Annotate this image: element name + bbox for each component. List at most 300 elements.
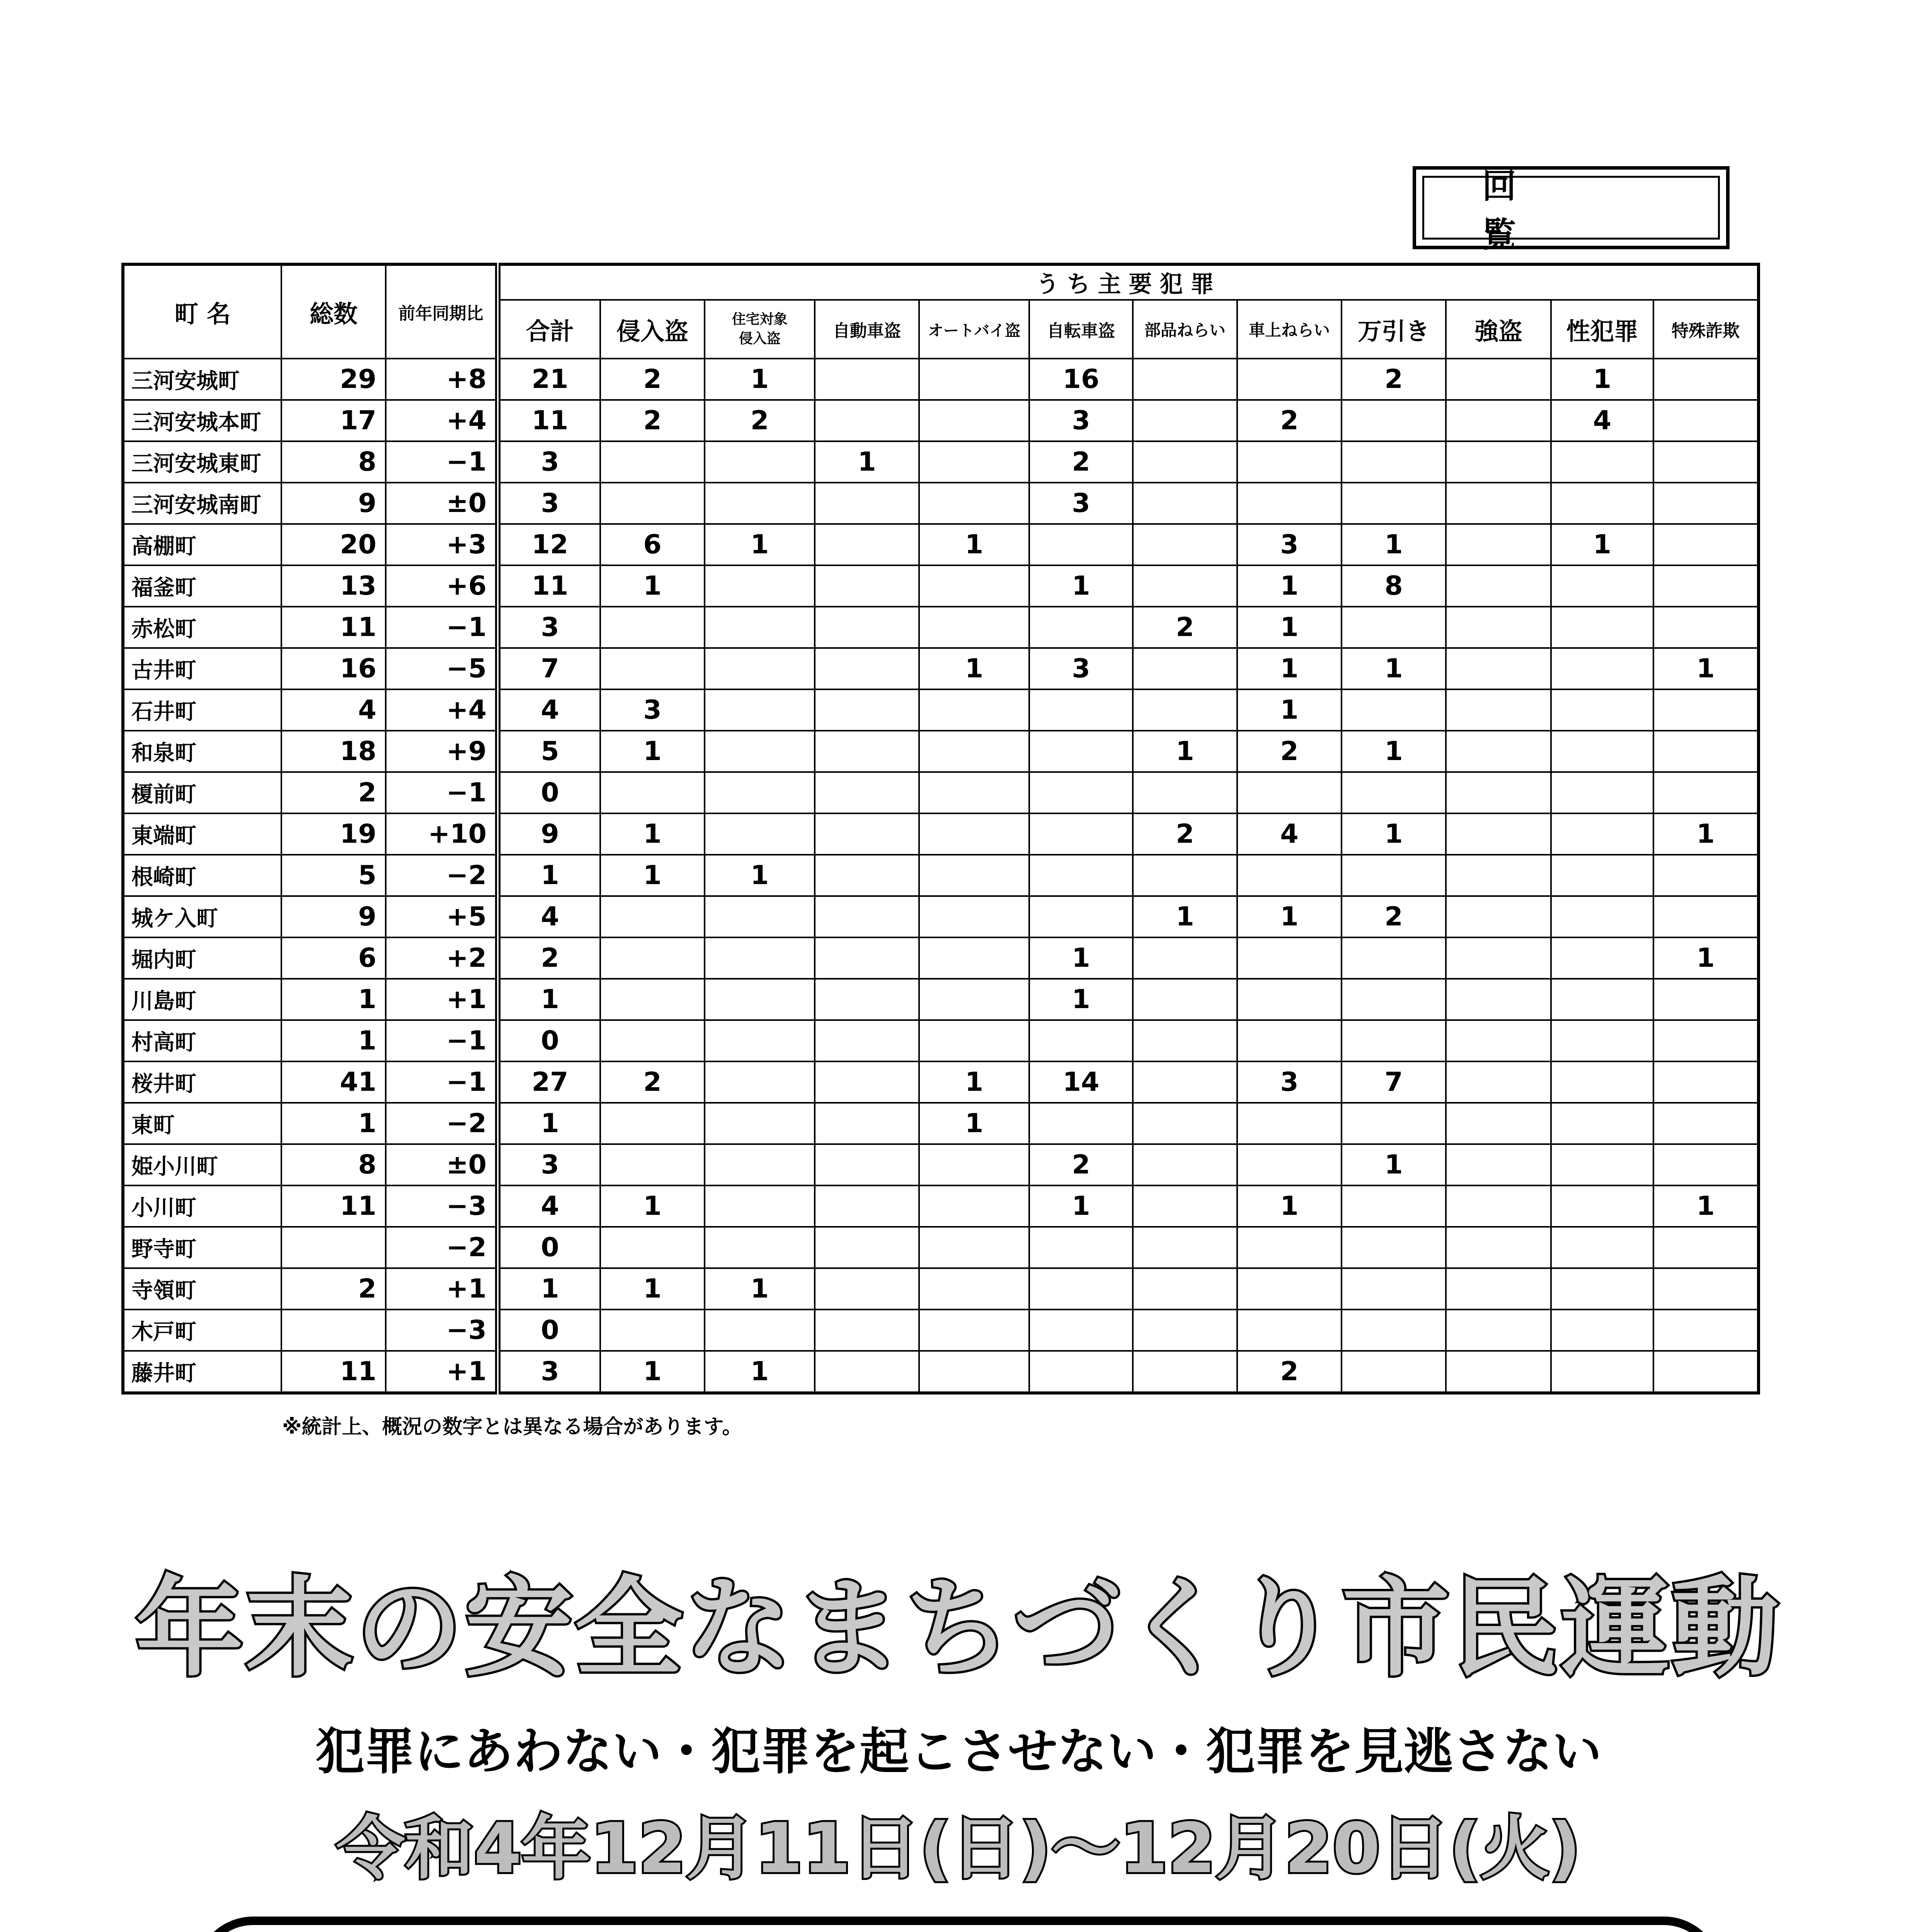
cell-total: 29 [281,359,386,400]
cell-crime-count [815,648,919,689]
cell-crime-count [1653,1061,1759,1103]
cell-crime-count [815,937,919,979]
cell-crime-count [815,359,919,400]
header-special-fraud: 特殊詐欺 [1653,300,1759,359]
cell-crime-count [600,1227,705,1268]
cell-yoy: −2 [386,1103,498,1144]
cell-crime-count: 0 [498,772,600,813]
cell-crime-count [1029,772,1133,813]
cell-yoy: −3 [386,1310,498,1351]
cell-crime-count [600,441,705,483]
cell-crime-count [1446,1185,1551,1227]
cell-crime-count: 1 [705,855,815,896]
cell-crime-count [919,1351,1029,1393]
cell-crime-count [815,1268,919,1310]
cell-crime-count [815,731,919,772]
cell-crime-count: 5 [498,731,600,772]
cell-crime-count [815,524,919,565]
cell-crime-count [815,607,919,648]
table-row [123,1310,1759,1351]
cell-crime-count [1551,1185,1653,1227]
cell-crime-count [815,855,919,896]
cell-crime-count: 1 [1551,359,1653,400]
cell-town: 古井町 [123,648,281,689]
cell-crime-count [1446,1310,1551,1351]
cell-crime-count [1237,441,1342,483]
cell-crime-count [919,1268,1029,1310]
cell-total: 20 [281,524,386,565]
header-residential-line2: 侵入盗 [739,331,781,347]
cell-town: 川島町 [123,979,281,1020]
cell-crime-count [1133,400,1237,441]
cell-crime-count [1133,979,1237,1020]
table-row [123,1020,1759,1061]
cell-town: 野寺町 [123,1227,281,1268]
cell-crime-count [1133,359,1237,400]
cell-town: 東端町 [123,813,281,855]
cell-crime-count [1342,1185,1446,1227]
cell-crime-count [1653,1268,1759,1310]
table-row [123,689,1759,731]
cell-crime-count [1133,483,1237,524]
statistics-note: ※統計上、概況の数字とは異なる場合があります。 [282,1415,742,1439]
cell-crime-count: 0 [498,1020,600,1061]
cell-crime-count: 2 [600,400,705,441]
cell-crime-count [1551,855,1653,896]
cell-yoy: +1 [386,979,498,1020]
cell-crime-count [1342,855,1446,896]
cell-total: 11 [281,1185,386,1227]
cell-crime-count: 1 [1029,979,1133,1020]
cell-crime-count [705,1061,815,1103]
cell-crime-count [1237,937,1342,979]
cell-crime-count [600,1144,705,1185]
cell-crime-count: 1 [705,1268,815,1310]
table-body [123,359,1759,1393]
cell-crime-count [1446,483,1551,524]
cell-crime-count [1133,1310,1237,1351]
cell-total: 41 [281,1061,386,1103]
cell-crime-count [919,731,1029,772]
cell-crime-count: 1 [919,1061,1029,1103]
cell-crime-count [1342,689,1446,731]
table-row [123,937,1759,979]
cell-crime-count: 1 [1133,896,1237,937]
cell-crime-count: 2 [1133,607,1237,648]
focus-box [195,1917,1722,1932]
cell-crime-count: 1 [600,813,705,855]
cell-yoy: −2 [386,1227,498,1268]
cell-crime-count [1446,1103,1551,1144]
table-row [123,1061,1759,1103]
cell-crime-count [1133,1227,1237,1268]
cell-crime-count [919,1310,1029,1351]
header-sex-crime: 性犯罪 [1551,300,1653,359]
cell-crime-count [1133,689,1237,731]
header-residential-line1: 住宅対象 [732,311,788,327]
cell-crime-count [1133,855,1237,896]
cell-yoy: +6 [386,565,498,607]
cell-crime-count [1237,1227,1342,1268]
cell-crime-count [1551,731,1653,772]
cell-crime-count [919,1185,1029,1227]
cell-crime-count: 1 [1551,524,1653,565]
campaign-title: 年末の安全なまちづくり市民運動 [136,1566,1781,1691]
cell-crime-count [1551,1103,1653,1144]
cell-yoy: +10 [386,813,498,855]
cell-crime-count [1342,441,1446,483]
cell-crime-count [815,1310,919,1351]
cell-crime-count [919,359,1029,400]
cell-crime-count [1551,813,1653,855]
cell-crime-count [815,1185,919,1227]
cell-town: 三河安城東町 [123,441,281,483]
cell-crime-count: 3 [1237,1061,1342,1103]
cell-crime-count: 2 [1237,400,1342,441]
cell-crime-count [1133,937,1237,979]
cell-total: 6 [281,937,386,979]
cell-yoy: −2 [386,855,498,896]
cell-crime-count: 4 [498,896,600,937]
cell-crime-count [1029,1351,1133,1393]
cell-crime-count [1342,1020,1446,1061]
cell-town: 三河安城町 [123,359,281,400]
cell-crime-count [1551,1310,1653,1351]
cell-crime-count [1653,359,1759,400]
cell-yoy: ±0 [386,483,498,524]
cell-crime-count: 6 [600,524,705,565]
cell-crime-count [1342,1310,1446,1351]
cell-town: 和泉町 [123,731,281,772]
cell-crime-count [1133,1185,1237,1227]
cell-crime-count [1446,1144,1551,1185]
cell-total: 5 [281,855,386,896]
cell-crime-count [1653,1227,1759,1268]
cell-crime-count [1029,607,1133,648]
cell-crime-count [1551,1351,1653,1393]
cell-crime-count [1133,1061,1237,1103]
cell-crime-count [1551,1020,1653,1061]
cell-crime-count [1653,689,1759,731]
cell-crime-count: 1 [1342,731,1446,772]
cell-crime-count [1446,813,1551,855]
cell-town: 東町 [123,1103,281,1144]
cell-crime-count [1446,937,1551,979]
cell-crime-count [1029,813,1133,855]
cell-crime-count: 3 [1029,483,1133,524]
cell-crime-count [1446,607,1551,648]
cell-yoy: +1 [386,1268,498,1310]
cell-total: 17 [281,400,386,441]
cell-crime-count [1133,565,1237,607]
cell-crime-count: 2 [1133,813,1237,855]
cell-crime-count [1237,855,1342,896]
cell-crime-count [919,937,1029,979]
cell-crime-count [1446,1061,1551,1103]
cell-crime-count [815,689,919,731]
cell-crime-count [1653,896,1759,937]
cell-crime-count [1653,565,1759,607]
cell-yoy: −5 [386,648,498,689]
cell-crime-count [1446,731,1551,772]
cell-crime-count: 4 [498,1185,600,1227]
cell-crime-count [919,689,1029,731]
cell-total: 2 [281,772,386,813]
cell-crime-count [1133,1020,1237,1061]
cell-crime-count [1237,1310,1342,1351]
cell-town: 寺領町 [123,1268,281,1310]
cell-yoy: −1 [386,441,498,483]
cell-crime-count: 4 [498,689,600,731]
cell-crime-count [815,813,919,855]
cell-crime-count: 0 [498,1227,600,1268]
cell-crime-count: 1 [1133,731,1237,772]
header-robbery: 強盗 [1446,300,1551,359]
header-motorbike-theft: オートバイ盗 [919,300,1029,359]
cell-crime-count: 1 [498,1103,600,1144]
cell-crime-count: 1 [1653,648,1759,689]
cell-crime-count [1653,1144,1759,1185]
cell-crime-count [705,689,815,731]
cell-crime-count [1237,979,1342,1020]
circular-notice-label: 回 覧 [1422,176,1720,240]
cell-crime-count [1133,772,1237,813]
table-row [123,896,1759,937]
header-town: 町 名 [123,264,281,359]
cell-crime-count [600,607,705,648]
cell-crime-count [1446,1268,1551,1310]
cell-crime-count [1551,979,1653,1020]
table-row [123,565,1759,607]
header-major-crimes: うち主要犯罪 [498,264,1759,300]
cell-crime-count: 2 [705,400,815,441]
cell-crime-count [815,1351,919,1393]
cell-crime-count [600,979,705,1020]
cell-crime-count [1342,1351,1446,1393]
cell-crime-count [815,565,919,607]
cell-crime-count: 1 [1342,1144,1446,1185]
cell-crime-count: 11 [498,400,600,441]
cell-crime-count [705,648,815,689]
cell-total: 9 [281,896,386,937]
cell-crime-count: 2 [600,1061,705,1103]
cell-crime-count: 1 [919,648,1029,689]
cell-crime-count [919,1144,1029,1185]
cell-crime-count [705,1185,815,1227]
cell-crime-count: 3 [1237,524,1342,565]
cell-crime-count: 1 [919,524,1029,565]
cell-crime-count: 2 [498,937,600,979]
cell-crime-count [600,1103,705,1144]
cell-crime-count: 1 [705,524,815,565]
cell-crime-count [1446,648,1551,689]
cell-crime-count: 11 [498,565,600,607]
cell-crime-count [600,1020,705,1061]
cell-crime-count: 3 [1029,400,1133,441]
cell-crime-count [705,1103,815,1144]
cell-town: 石井町 [123,689,281,731]
cell-crime-count [815,1103,919,1144]
cell-crime-count: 3 [600,689,705,731]
cell-total: 18 [281,731,386,772]
cell-town: 根崎町 [123,855,281,896]
cell-crime-count [705,813,815,855]
cell-crime-count [1029,524,1133,565]
table-row [123,979,1759,1020]
cell-crime-count [1446,565,1551,607]
cell-crime-count: 1 [1237,689,1342,731]
cell-crime-count [1237,483,1342,524]
cell-crime-count [1551,1061,1653,1103]
cell-crime-count [1446,1227,1551,1268]
cell-yoy: −1 [386,772,498,813]
cell-crime-count: 1 [600,731,705,772]
cell-town: 赤松町 [123,607,281,648]
cell-crime-count [815,1227,919,1268]
cell-crime-count [919,441,1029,483]
cell-crime-count [1342,1103,1446,1144]
header-sum: 合計 [498,300,600,359]
campaign-slogan: 犯罪にあわない・犯罪を起こさせない・犯罪を見逃さない [315,1723,1602,1781]
cell-crime-count [1237,1020,1342,1061]
cell-yoy: +4 [386,689,498,731]
cell-crime-count [919,772,1029,813]
table-row [123,359,1759,400]
cell-total: 9 [281,483,386,524]
cell-total: 8 [281,441,386,483]
cell-town: 城ケ入町 [123,896,281,937]
table-row [123,1351,1759,1393]
cell-crime-count [1237,359,1342,400]
cell-crime-count [1237,1103,1342,1144]
header-burglary: 侵入盗 [600,300,705,359]
cell-crime-count [1133,524,1237,565]
cell-crime-count [919,400,1029,441]
cell-crime-count: 1 [498,855,600,896]
cell-crime-count: 1 [1029,565,1133,607]
cell-crime-count [1551,1144,1653,1185]
cell-crime-count [815,400,919,441]
cell-crime-count [705,1310,815,1351]
cell-crime-count [1029,855,1133,896]
cell-town: 木戸町 [123,1310,281,1351]
cell-crime-count [1551,441,1653,483]
cell-crime-count: 12 [498,524,600,565]
cell-crime-count [1446,400,1551,441]
cell-crime-count: 1 [600,565,705,607]
cell-yoy: ±0 [386,1144,498,1185]
cell-crime-count [815,1144,919,1185]
cell-total: 8 [281,1144,386,1185]
cell-crime-count [1133,1351,1237,1393]
cell-crime-count [705,937,815,979]
cell-crime-count [1653,607,1759,648]
cell-crime-count: 2 [1237,731,1342,772]
cell-crime-count: 1 [1653,813,1759,855]
cell-crime-count: 1 [600,1268,705,1310]
table-row [123,855,1759,896]
cell-crime-count [815,979,919,1020]
header-shoplifting: 万引き [1342,300,1446,359]
cell-crime-count [1653,1103,1759,1144]
cell-crime-count: 21 [498,359,600,400]
cell-crime-count [1029,1227,1133,1268]
cell-total: 11 [281,607,386,648]
cell-crime-count: 1 [1342,524,1446,565]
table-row [123,772,1759,813]
cell-town: 榎前町 [123,772,281,813]
cell-town: 小川町 [123,1185,281,1227]
cell-crime-count [1342,1268,1446,1310]
cell-crime-count [705,483,815,524]
cell-town: 三河安城南町 [123,483,281,524]
cell-crime-count [600,896,705,937]
cell-total: 11 [281,1351,386,1393]
cell-crime-count: 1 [1237,565,1342,607]
cell-total: 13 [281,565,386,607]
table-row [123,400,1759,441]
cell-crime-count [600,648,705,689]
cell-crime-count: 9 [498,813,600,855]
cell-crime-count [1551,896,1653,937]
table-row [123,1268,1759,1310]
cell-crime-count: 1 [1237,607,1342,648]
cell-crime-count [1551,1268,1653,1310]
cell-crime-count: 1 [705,359,815,400]
cell-crime-count [1551,1227,1653,1268]
cell-crime-count [600,772,705,813]
cell-crime-count: 2 [600,359,705,400]
cell-crime-count [1237,772,1342,813]
cell-crime-count [815,896,919,937]
table-row [123,1185,1759,1227]
cell-crime-count [1342,1227,1446,1268]
cell-crime-count [1551,483,1653,524]
cell-crime-count: 1 [919,1103,1029,1144]
cell-crime-count: 4 [1237,813,1342,855]
campaign-period: 令和4年12月11日(日)〜12月20日(火) [336,1808,1581,1888]
cell-crime-count [1446,1020,1551,1061]
cell-crime-count [1551,689,1653,731]
cell-crime-count [600,483,705,524]
cell-yoy: +1 [386,1351,498,1393]
cell-crime-count: 1 [498,979,600,1020]
cell-crime-count [1342,772,1446,813]
cell-crime-count [815,483,919,524]
cell-crime-count: 1 [1029,1185,1133,1227]
cell-crime-count [600,1310,705,1351]
cell-yoy: +5 [386,896,498,937]
cell-yoy: −3 [386,1185,498,1227]
cell-crime-count [815,1020,919,1061]
cell-crime-count [1653,400,1759,441]
cell-crime-count [705,565,815,607]
cell-crime-count: 3 [498,1144,600,1185]
cell-crime-count: 4 [1551,400,1653,441]
cell-crime-count [919,483,1029,524]
cell-crime-count [600,937,705,979]
table-row [123,813,1759,855]
table-row [123,607,1759,648]
cell-crime-count [1029,689,1133,731]
cell-crime-count [1653,1020,1759,1061]
cell-total: 1 [281,979,386,1020]
cell-crime-count: 2 [1029,1144,1133,1185]
cell-crime-count [1551,607,1653,648]
cell-crime-count: 7 [498,648,600,689]
cell-crime-count: 1 [600,855,705,896]
cell-crime-count [919,607,1029,648]
